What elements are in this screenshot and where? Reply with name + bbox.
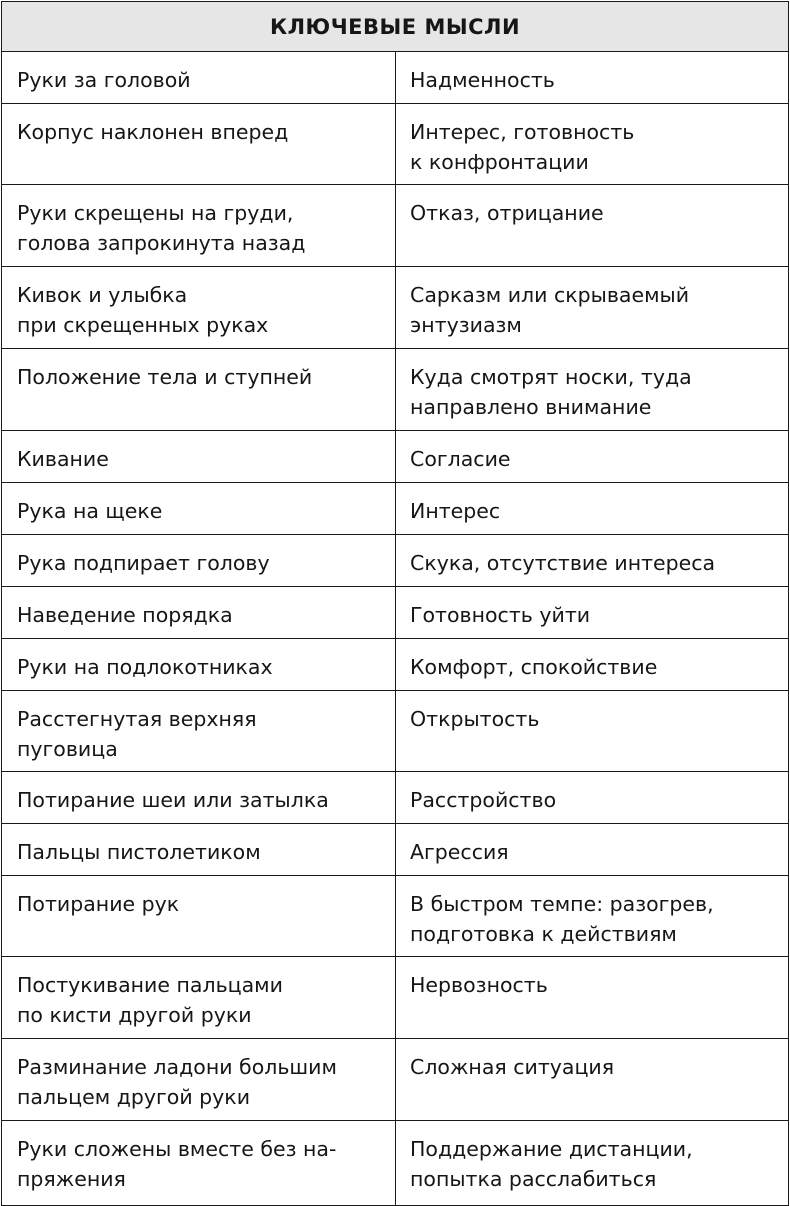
table-row bbox=[2, 483, 788, 535]
gesture-cell: Расстегнутая верхняя пуговица bbox=[2, 691, 396, 771]
table-row bbox=[2, 431, 788, 483]
gesture-cell: Руки сложены вместе без на- пряжения bbox=[2, 1121, 396, 1205]
table-row bbox=[2, 267, 788, 349]
gesture-cell: Рука на щеке bbox=[2, 483, 396, 534]
table-row bbox=[2, 1121, 788, 1205]
table-row bbox=[2, 824, 788, 876]
meaning-cell: Агрессия bbox=[410, 840, 509, 864]
gesture-cell: Пальцы пистолетиком bbox=[2, 824, 396, 875]
meaning-cell: В быстром темпе: разогрев, подготовка к действиям bbox=[410, 892, 714, 946]
meaning-cell: Интерес bbox=[410, 499, 501, 523]
table-row bbox=[2, 639, 788, 691]
meaning-cell: Расстройство bbox=[410, 788, 557, 812]
table-row bbox=[2, 1039, 788, 1121]
meaning-cell: Отказ, отрицание bbox=[410, 201, 604, 225]
table-row bbox=[2, 772, 788, 824]
gesture-cell: Кивок и улыбка при скрещенных руках bbox=[2, 267, 396, 348]
gesture-cell: Кивание bbox=[2, 431, 396, 482]
meaning-cell: Надменность bbox=[410, 68, 555, 92]
meaning-cell: Сарказм или скрываемый энтузиазм bbox=[410, 283, 690, 337]
table-row bbox=[2, 587, 788, 639]
table-row bbox=[2, 52, 788, 104]
table-row bbox=[2, 691, 788, 772]
gesture-cell: Рука подпирает голову bbox=[2, 535, 396, 586]
table-row bbox=[2, 535, 788, 587]
meaning-cell: Готовность уйти bbox=[410, 603, 591, 627]
gesture-cell: Руки на подлокотниках bbox=[2, 639, 396, 690]
table-title: КЛЮЧЕВЫЕ МЫСЛИ bbox=[2, 2, 788, 52]
meaning-cell: Поддержание дистанции, попытка расслабиться bbox=[410, 1137, 693, 1191]
meaning-cell: Скука, отсутствие интереса bbox=[410, 551, 716, 575]
gesture-cell: Постукивание пальцами по кисти другой руки bbox=[2, 957, 396, 1038]
meaning-cell: Куда смотрят носки, туда направлено внимание bbox=[410, 365, 692, 419]
gesture-cell: Разминание ладони большим пальцем другой руки bbox=[2, 1039, 396, 1120]
gesture-cell: Наведение порядка bbox=[2, 587, 396, 638]
gesture-cell: Руки скрещены на груди, голова запрокинута назад bbox=[2, 185, 396, 266]
meaning-cell: Сложная ситуация bbox=[410, 1055, 615, 1079]
gesture-cell: Потирание шеи или затылка bbox=[2, 772, 396, 823]
meaning-cell: Комфорт, спокойствие bbox=[410, 655, 658, 679]
gesture-cell: Руки за головой bbox=[2, 52, 396, 103]
gesture-cell: Потирание рук bbox=[2, 876, 396, 956]
table-row bbox=[2, 349, 788, 431]
gesture-cell: Корпус наклонен вперед bbox=[2, 104, 396, 184]
meaning-cell: Интерес, готовность к конфронтации bbox=[410, 120, 635, 174]
table-row bbox=[2, 876, 788, 957]
key-thoughts-table bbox=[1, 1, 789, 1206]
table-row bbox=[2, 957, 788, 1039]
meaning-cell: Нервозность bbox=[410, 973, 548, 997]
meaning-cell: Согласие bbox=[410, 447, 511, 471]
table-row bbox=[2, 104, 788, 185]
meaning-cell: Открытость bbox=[410, 707, 540, 731]
gesture-cell: Положение тела и ступней bbox=[2, 349, 396, 430]
table-row bbox=[2, 185, 788, 267]
